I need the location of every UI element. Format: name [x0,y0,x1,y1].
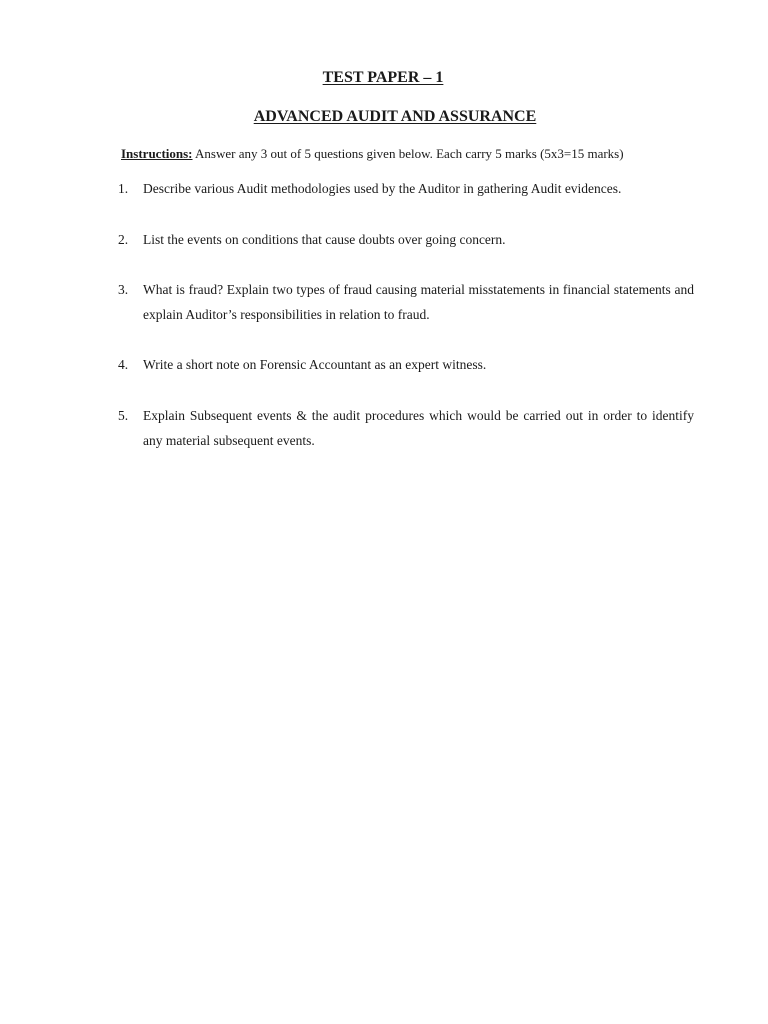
paper-title: TEST PAPER – 1 [322,69,444,86]
instructions [121,146,624,162]
question-text: Explain Subsequent events & the audit procedures which would be carried out in order to identify any material subsequent events. [143,408,694,448]
question-text: List the events on conditions that cause doubts over going concern. [143,232,506,247]
question-number: 5. [118,408,129,423]
question-number: 4. [118,357,129,372]
subject-title: ADVANCED AUDIT AND ASSURANCE [253,108,537,125]
question-text: What is fraud? Explain two types of fraud causing material misstatements in financial statements and explain Auditor’s responsibilities in relation to fraud. [143,282,694,322]
question-number: 2. [118,232,129,247]
instructions-label: Instructions: [121,146,193,161]
question-text: Describe various Audit methodologies used by the Auditor in gathering Audit evidences. [143,181,622,196]
question-number: 3. [118,282,129,297]
question-number: 1. [118,181,129,196]
question-text: Write a short note on Forensic Accountant as an expert witness. [143,357,487,372]
instructions-text: Answer any 3 out of 5 questions given below. Each carry 5 marks (5x3=15 marks) [192,146,624,161]
